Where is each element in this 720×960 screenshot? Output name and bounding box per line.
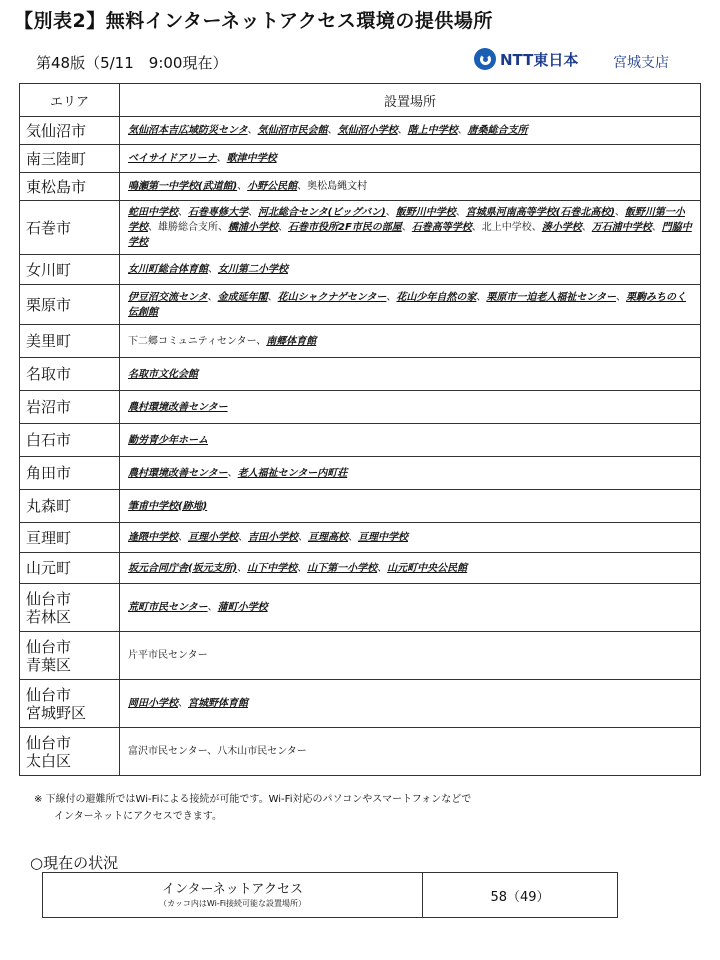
location-text: 、 [614,207,625,218]
wifi-location: 飯野川中学校 [395,207,456,218]
wifi-location: 湊小学校 [541,222,582,233]
wifi-location: 農村環境改善センター [128,401,228,413]
location-text: 、 [455,207,466,218]
wifi-location: 小野公民館 [247,181,298,192]
wifi-location: 石巻高等学校 [411,222,472,233]
location-text: 、 [237,181,248,192]
wifi-location: 女川第二小学校 [218,264,288,275]
area-cell [20,728,120,776]
area-name: 美里町 [26,332,72,350]
header-area: エリア [20,84,120,117]
area-cell [20,201,120,255]
wifi-location: 花山シャクナゲセンター [277,291,387,303]
wifi-location: 南郷体育館 [266,335,317,347]
wifi-location: 亘理中学校 [358,532,408,543]
wifi-location: 橋浦小学校 [228,222,278,233]
area-name: 若林区 [26,607,72,626]
table-row [20,728,701,776]
table-row [20,117,701,145]
area-name: 仙台市 [26,637,72,656]
location-cell [120,391,701,424]
area-name: 仙台市 [26,685,72,704]
location-text: 、雄勝総合支所、 [148,222,228,233]
wifi-location: 石巻市役所2F市民の部屋 [288,222,402,233]
location-cell [120,255,701,285]
wifi-location: 亘理小学校 [188,532,238,543]
location-text: 、 [267,291,278,303]
note-line-1: ※ 下線付の避難所ではWi-Fiによる接続が可能です。Wi-Fi対応のパソコンやスマートフォンなどで [34,794,472,805]
table-header-row [20,84,701,117]
wifi-location: 蒲町小学校 [217,602,268,613]
location-cell [120,173,701,201]
wifi-location: 亘理高校 [308,532,348,543]
area-cell [20,117,120,145]
table-row [20,255,701,285]
location-cell [120,358,701,391]
area-cell [20,680,120,728]
wifi-note [34,791,471,825]
location-cell [120,728,701,776]
wifi-location: 蛇田中学校 [128,207,178,218]
wifi-location: 歌津中学校 [226,153,277,164]
area-name: 角田市 [26,464,72,482]
wifi-location: 階上中学校 [407,125,458,136]
table-row [20,145,701,173]
table-row [20,632,701,680]
location-cell [120,490,701,523]
area-name: 仙台市 [26,733,72,752]
table-row [20,523,701,553]
status-label-cell [43,873,423,918]
wifi-location: 栗原市一迫老人福祉センター [486,291,617,303]
location-text: 、 [227,467,238,479]
table-row [20,457,701,490]
area-name: 東松島市 [26,177,87,196]
wifi-location: 鳴瀬第一中学校(武道館) [128,181,238,192]
location-text: 富沢市民センター、八木山市民センター [128,746,307,757]
status-heading: ○現在の状況 [30,854,119,872]
location-text: 、 [216,153,227,164]
wifi-location: 万石浦中学校 [591,222,652,233]
area-cell [20,173,120,201]
area-name: 宮城野区 [26,703,87,722]
location-text: 、奥松島縄文村 [297,181,368,192]
wifi-location: 山下中学校 [247,562,298,574]
table-row [20,173,701,201]
location-cell [120,584,701,632]
area-cell [20,553,120,584]
location-text: 、 [208,264,218,275]
header-location: 設置場所 [120,84,701,117]
location-text: 、 [401,222,412,233]
wifi-location: 山元町中央公民館 [387,562,468,574]
location-cell [120,201,701,255]
area-name: 亘理町 [26,528,72,547]
area-cell [20,523,120,553]
location-text: 下二郷コミュニティセンター、 [128,335,267,347]
location-text: 、 [385,207,396,218]
page-title: 【別表2】無料インターネットアクセス環境の提供場所 [14,10,493,32]
area-name: 青葉区 [26,655,72,674]
location-text: 、北上中学校、 [471,222,542,233]
wifi-location: 農村環境改善センター [128,467,228,479]
area-cell [20,490,120,523]
area-name: 南三陸町 [26,149,87,168]
table-row [20,553,701,584]
table-row [20,424,701,457]
wifi-location: 勤労青少年ホーム [128,434,208,446]
area-cell [20,457,120,490]
branch-name: 宮城支店 [613,55,669,71]
status-sublabel: （カッコ内はWi-Fi接続可能な設置場所） [158,898,306,908]
wifi-location: 気仙沼小学校 [337,125,398,136]
location-text: 、 [297,562,308,574]
edition-label: 第48版（5/11 9:00現在） [36,54,228,72]
area-name: 岩沼市 [26,398,72,416]
location-cell [120,117,701,145]
table-row [20,358,701,391]
area-cell [20,285,120,325]
location-cell [120,632,701,680]
wifi-location: 気仙沼市民会館 [257,125,328,136]
wifi-location: 名取市文化会館 [128,368,198,380]
table-row [20,391,701,424]
table-row [20,680,701,728]
area-name: 石巻市 [26,218,72,237]
area-name: 白石市 [26,431,72,449]
wifi-location: 門脇中学校 [128,222,692,248]
wifi-location: 唐桑総合支所 [467,125,528,136]
location-text: 、 [581,222,592,233]
location-cell [120,457,701,490]
location-cell [120,424,701,457]
status-table [42,872,618,918]
location-text: 、 [457,125,468,136]
area-name: 気仙沼市 [26,121,87,140]
location-text: 、 [238,532,248,543]
wifi-location: 岡田小学校 [128,698,178,709]
location-text: 、 [207,602,218,613]
area-name: 山元町 [26,559,72,577]
wifi-location: 気仙沼本吉広域防災センタ [128,125,248,136]
area-name: 名取市 [26,365,72,383]
location-text: 、 [237,562,248,574]
logo-text: NTT東日本 [500,50,579,69]
wifi-location: 逢隈中学校 [128,532,178,543]
locations-table [19,83,701,776]
area-cell [20,145,120,173]
location-text: 、 [616,291,627,303]
location-text: 、 [248,207,258,218]
wifi-location: 荒町市民センター [128,602,208,613]
location-text: 、 [651,222,662,233]
area-cell [20,325,120,358]
area-cell [20,358,120,391]
area-cell [20,391,120,424]
location-text: 、 [278,222,288,233]
wifi-location: ベイサイドアリーナ [128,153,217,164]
location-cell [120,325,701,358]
area-cell [20,424,120,457]
status-value: 58（49） [423,873,618,918]
location-text: 、 [178,532,188,543]
status-row [43,873,618,918]
location-text: 、 [207,291,218,303]
ntt-logo-icon [474,48,496,70]
wifi-location: 宮城県河南高等学校(石巻北高校) [465,207,615,218]
location-cell [120,553,701,584]
location-text: 片平市民センター [128,650,208,661]
location-cell [120,523,701,553]
wifi-location: 吉田小学校 [248,532,298,543]
location-cell [120,145,701,173]
table-row [20,201,701,255]
table-row [20,490,701,523]
wifi-location: 花山少年自然の家 [396,291,477,303]
wifi-location: 伊豆沼交流センタ [128,291,208,303]
ntt-logo [474,48,578,70]
location-text: 、 [178,698,188,709]
table-row [20,325,701,358]
table-row [20,584,701,632]
location-text: 、 [247,125,258,136]
wifi-location: 坂元合同庁舎(坂元支所) [128,562,238,574]
wifi-location: 河北総合センタ(ビッグバン) [258,207,386,218]
area-name: 仙台市 [26,589,72,608]
wifi-location: 金成延年閣 [217,291,268,303]
location-text: 、 [298,532,308,543]
area-cell [20,584,120,632]
area-name: 太白区 [26,751,72,770]
area-cell [20,632,120,680]
wifi-location: 栗駒みちのく伝創館 [128,291,687,318]
location-text: 、 [397,125,408,136]
status-label: インターネットアクセス [161,881,304,897]
area-name: 女川町 [26,260,72,279]
wifi-location: 山下第一小学校 [307,562,378,574]
area-name: 丸森町 [26,497,72,515]
location-text: 、 [476,291,487,303]
wifi-location: 石巻専修大学 [188,207,248,218]
wifi-location: 宮城野体育館 [188,698,248,709]
table-row [20,285,701,325]
location-cell [120,680,701,728]
note-line-2: インターネットにアクセスできます。 [34,811,222,822]
location-text: 、 [178,207,188,218]
wifi-location: 老人福祉センター内町荘 [237,467,348,479]
wifi-location: 筆甫中学校(跡地) [128,500,208,512]
location-text: 、 [386,291,397,303]
wifi-location: 女川町総合体育館 [128,264,208,275]
location-cell [120,285,701,325]
location-text: 、 [377,562,388,574]
wifi-location: 飯野川第一小学校 [128,207,685,233]
location-text: 、 [348,532,358,543]
area-cell [20,255,120,285]
area-name: 栗原市 [26,295,72,314]
location-text: 、 [327,125,338,136]
